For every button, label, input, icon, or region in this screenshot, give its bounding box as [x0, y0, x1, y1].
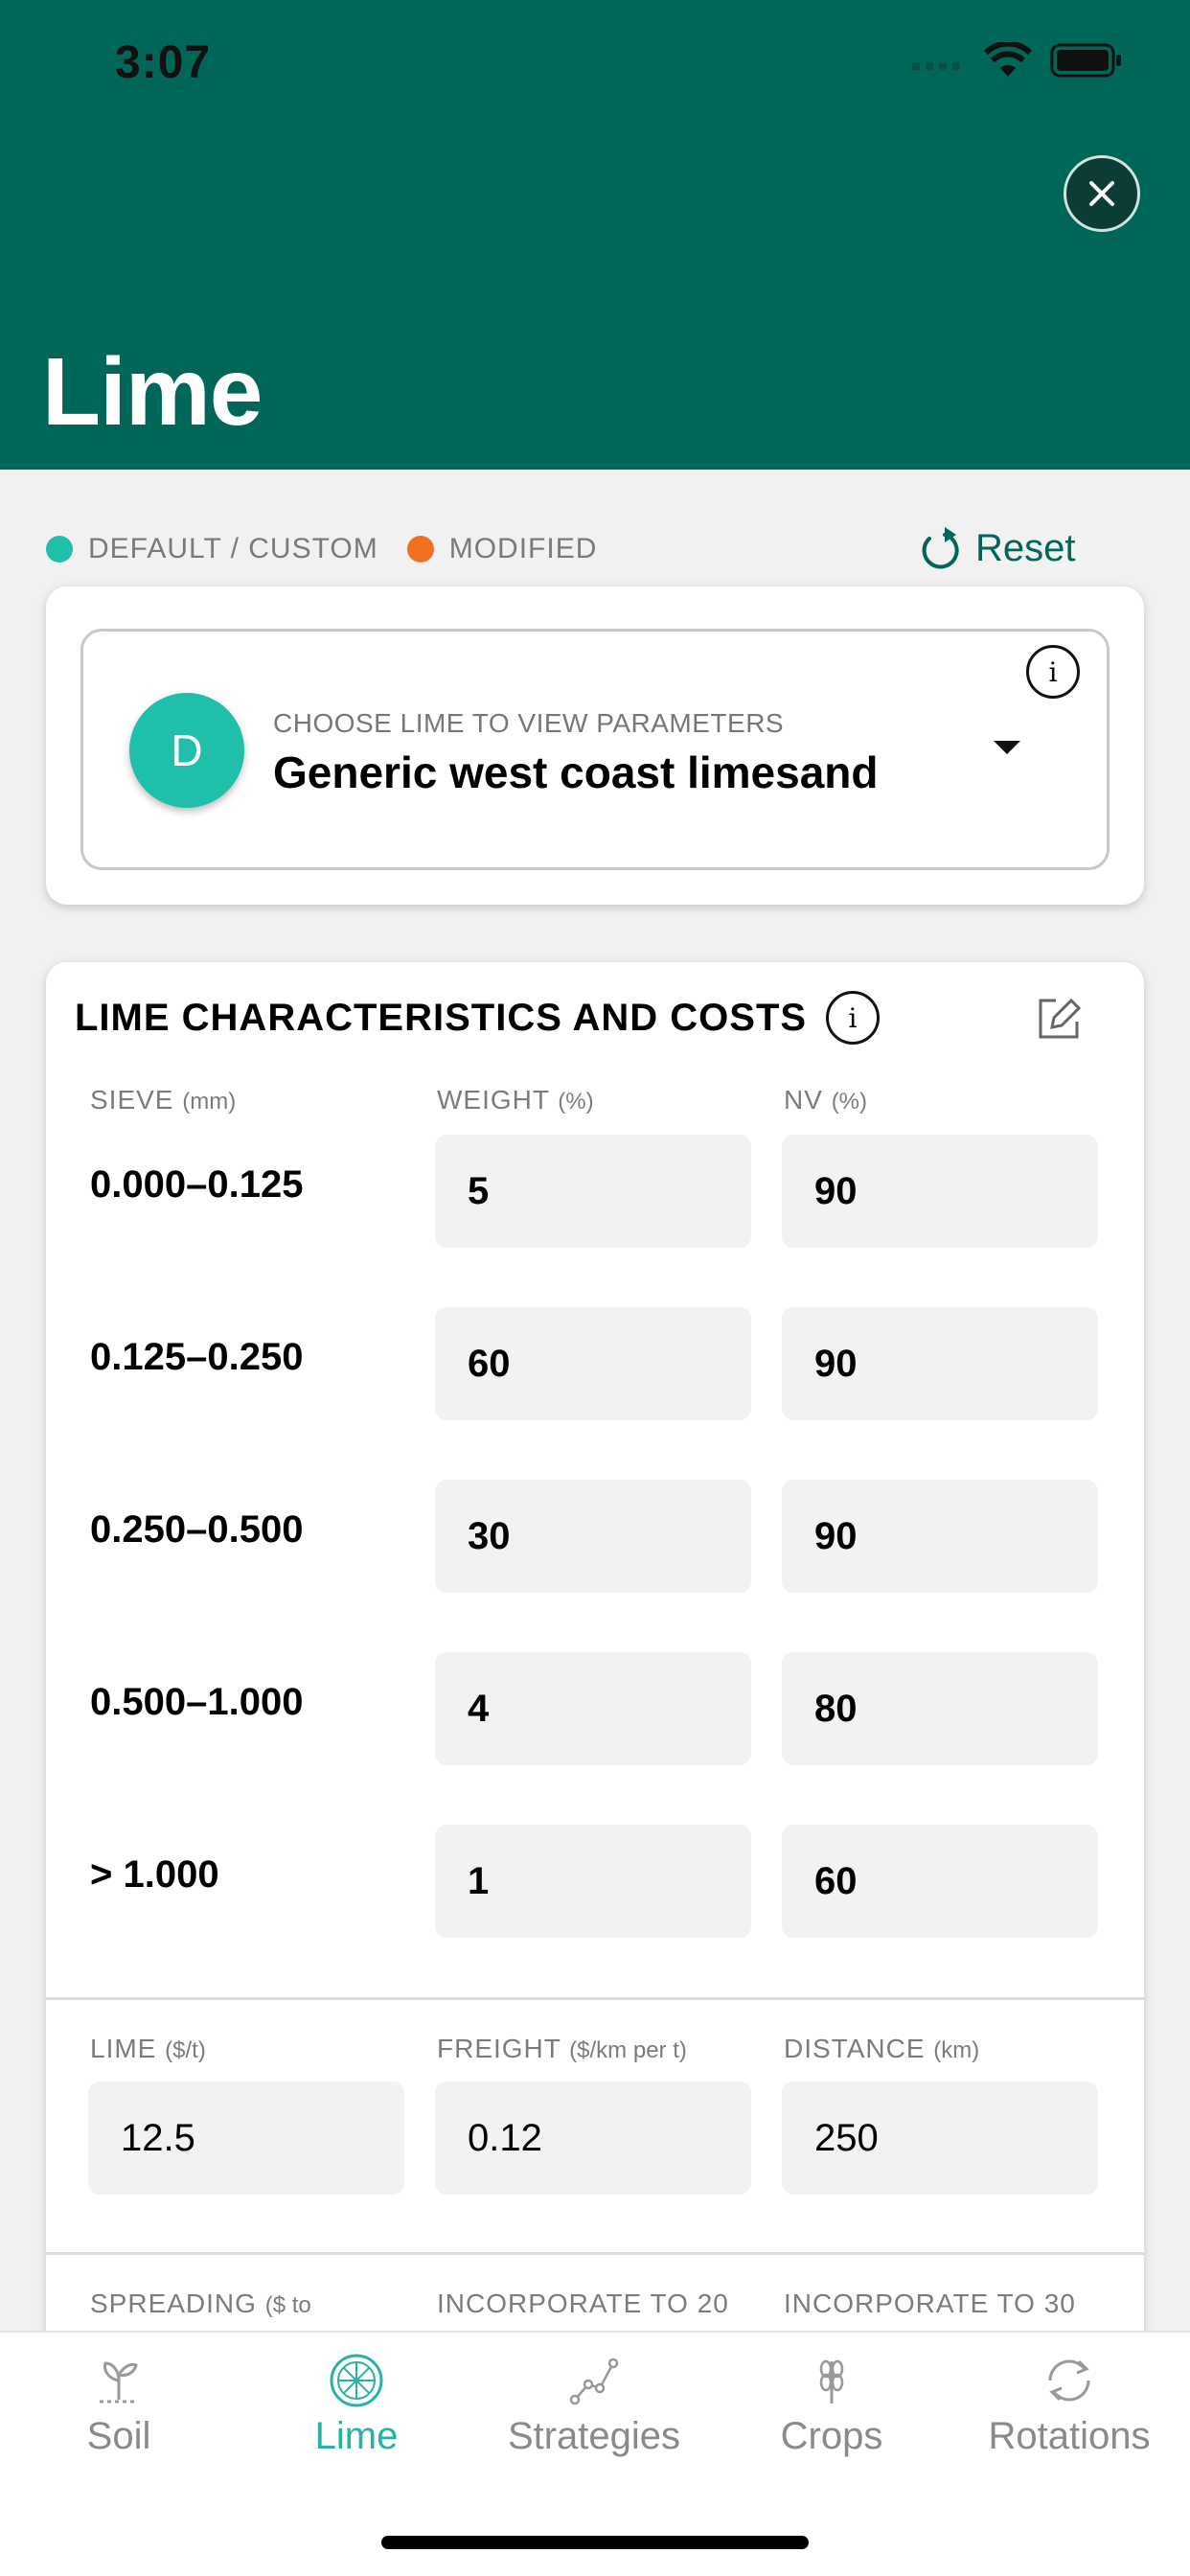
battery-icon	[1050, 43, 1123, 78]
rotation-arrows-icon	[1041, 2352, 1098, 2409]
lime-selector-card	[46, 586, 1144, 905]
tab-label: Crops	[780, 2415, 883, 2457]
soil-sprout-icon	[90, 2352, 148, 2409]
divider	[46, 2252, 1144, 2255]
close-button[interactable]	[1064, 155, 1140, 232]
tab-strategies[interactable]	[475, 2352, 713, 2458]
lime-selector-dropdown[interactable]	[80, 629, 1110, 870]
divider	[46, 1997, 1144, 2000]
header-bar	[0, 0, 1190, 470]
cellular-signal-icon	[912, 51, 966, 70]
home-indicator	[381, 2536, 809, 2549]
info-icon[interactable]: i	[1026, 645, 1080, 699]
strategies-graph-icon	[565, 2352, 623, 2409]
weight-input[interactable]: 4	[435, 1652, 751, 1765]
weight-input[interactable]: 5	[435, 1135, 751, 1248]
col-head-distance: DISTANCE (km)	[784, 2034, 980, 2063]
tab-label: Strategies	[507, 2415, 681, 2457]
col-head-sieve: SIEVE (mm)	[90, 1085, 237, 1115]
modified-dot-icon	[407, 536, 434, 563]
status-time: 3:07	[115, 37, 212, 88]
tab-crops[interactable]	[713, 2352, 950, 2458]
nv-input[interactable]: 60	[782, 1825, 1098, 1938]
weight-input[interactable]: 60	[435, 1307, 751, 1420]
reset-button[interactable]	[920, 525, 1076, 571]
close-icon	[1087, 179, 1116, 208]
col-head-freight: FREIGHT ($/km per t)	[437, 2034, 687, 2063]
reset-icon	[920, 525, 962, 571]
col-head-spreading: SPREADING ($ to	[90, 2288, 311, 2318]
nv-input[interactable]: 90	[782, 1135, 1098, 1248]
sieve-label: 0.500–1.000	[90, 1681, 304, 1723]
col-head-incorporate-20: INCORPORATE TO 20	[437, 2288, 729, 2318]
distance-input[interactable]: 250	[782, 2082, 1098, 2195]
chevron-down-icon	[994, 741, 1020, 754]
selector-value: Generic west coast limesand	[273, 748, 879, 797]
col-head-lime-cost: LIME ($/t)	[90, 2034, 206, 2063]
info-icon[interactable]: i	[826, 991, 880, 1045]
legend-default-label: DEFAULT / CUSTOM	[88, 533, 378, 564]
nv-input[interactable]: 90	[782, 1307, 1098, 1420]
tab-label: Soil	[86, 2415, 151, 2457]
tab-soil[interactable]	[0, 2352, 238, 2458]
lime-cost-input[interactable]: 12.5	[88, 2082, 404, 2195]
sieve-label: 0.125–0.250	[90, 1336, 304, 1378]
wheat-icon	[803, 2352, 860, 2409]
wifi-icon	[983, 42, 1033, 79]
selector-label: CHOOSE LIME TO VIEW PARAMETERS	[273, 708, 785, 738]
default-dot-icon	[46, 536, 73, 563]
lime-type-avatar: D	[129, 693, 244, 808]
page-title: Lime	[42, 338, 263, 446]
tab-rotations[interactable]	[950, 2352, 1188, 2458]
reset-label: Reset	[975, 526, 1076, 569]
sieve-label: > 1.000	[90, 1853, 219, 1896]
weight-input[interactable]: 1	[435, 1825, 751, 1938]
sieve-label: 0.000–0.125	[90, 1163, 304, 1206]
legend-modified-label: MODIFIED	[448, 533, 598, 564]
tab-label: Lime	[314, 2415, 399, 2457]
tab-label: Rotations	[988, 2415, 1151, 2457]
lime-slice-icon	[328, 2352, 385, 2409]
tab-lime[interactable]	[238, 2352, 475, 2458]
nv-input[interactable]: 90	[782, 1480, 1098, 1593]
col-head-weight: WEIGHT (%)	[437, 1085, 594, 1115]
section-title: LIME CHARACTERISTICS AND COSTS	[75, 997, 808, 1039]
nv-input[interactable]: 80	[782, 1652, 1098, 1765]
col-head-nv: NV (%)	[784, 1085, 868, 1115]
freight-input[interactable]: 0.12	[435, 2082, 751, 2195]
status-legend	[46, 533, 597, 565]
col-head-incorporate-30: INCORPORATE TO 30	[784, 2288, 1076, 2318]
sieve-label: 0.250–0.500	[90, 1508, 304, 1551]
status-icons	[912, 42, 1123, 79]
edit-icon[interactable]	[1035, 995, 1083, 1043]
weight-input[interactable]: 30	[435, 1480, 751, 1593]
